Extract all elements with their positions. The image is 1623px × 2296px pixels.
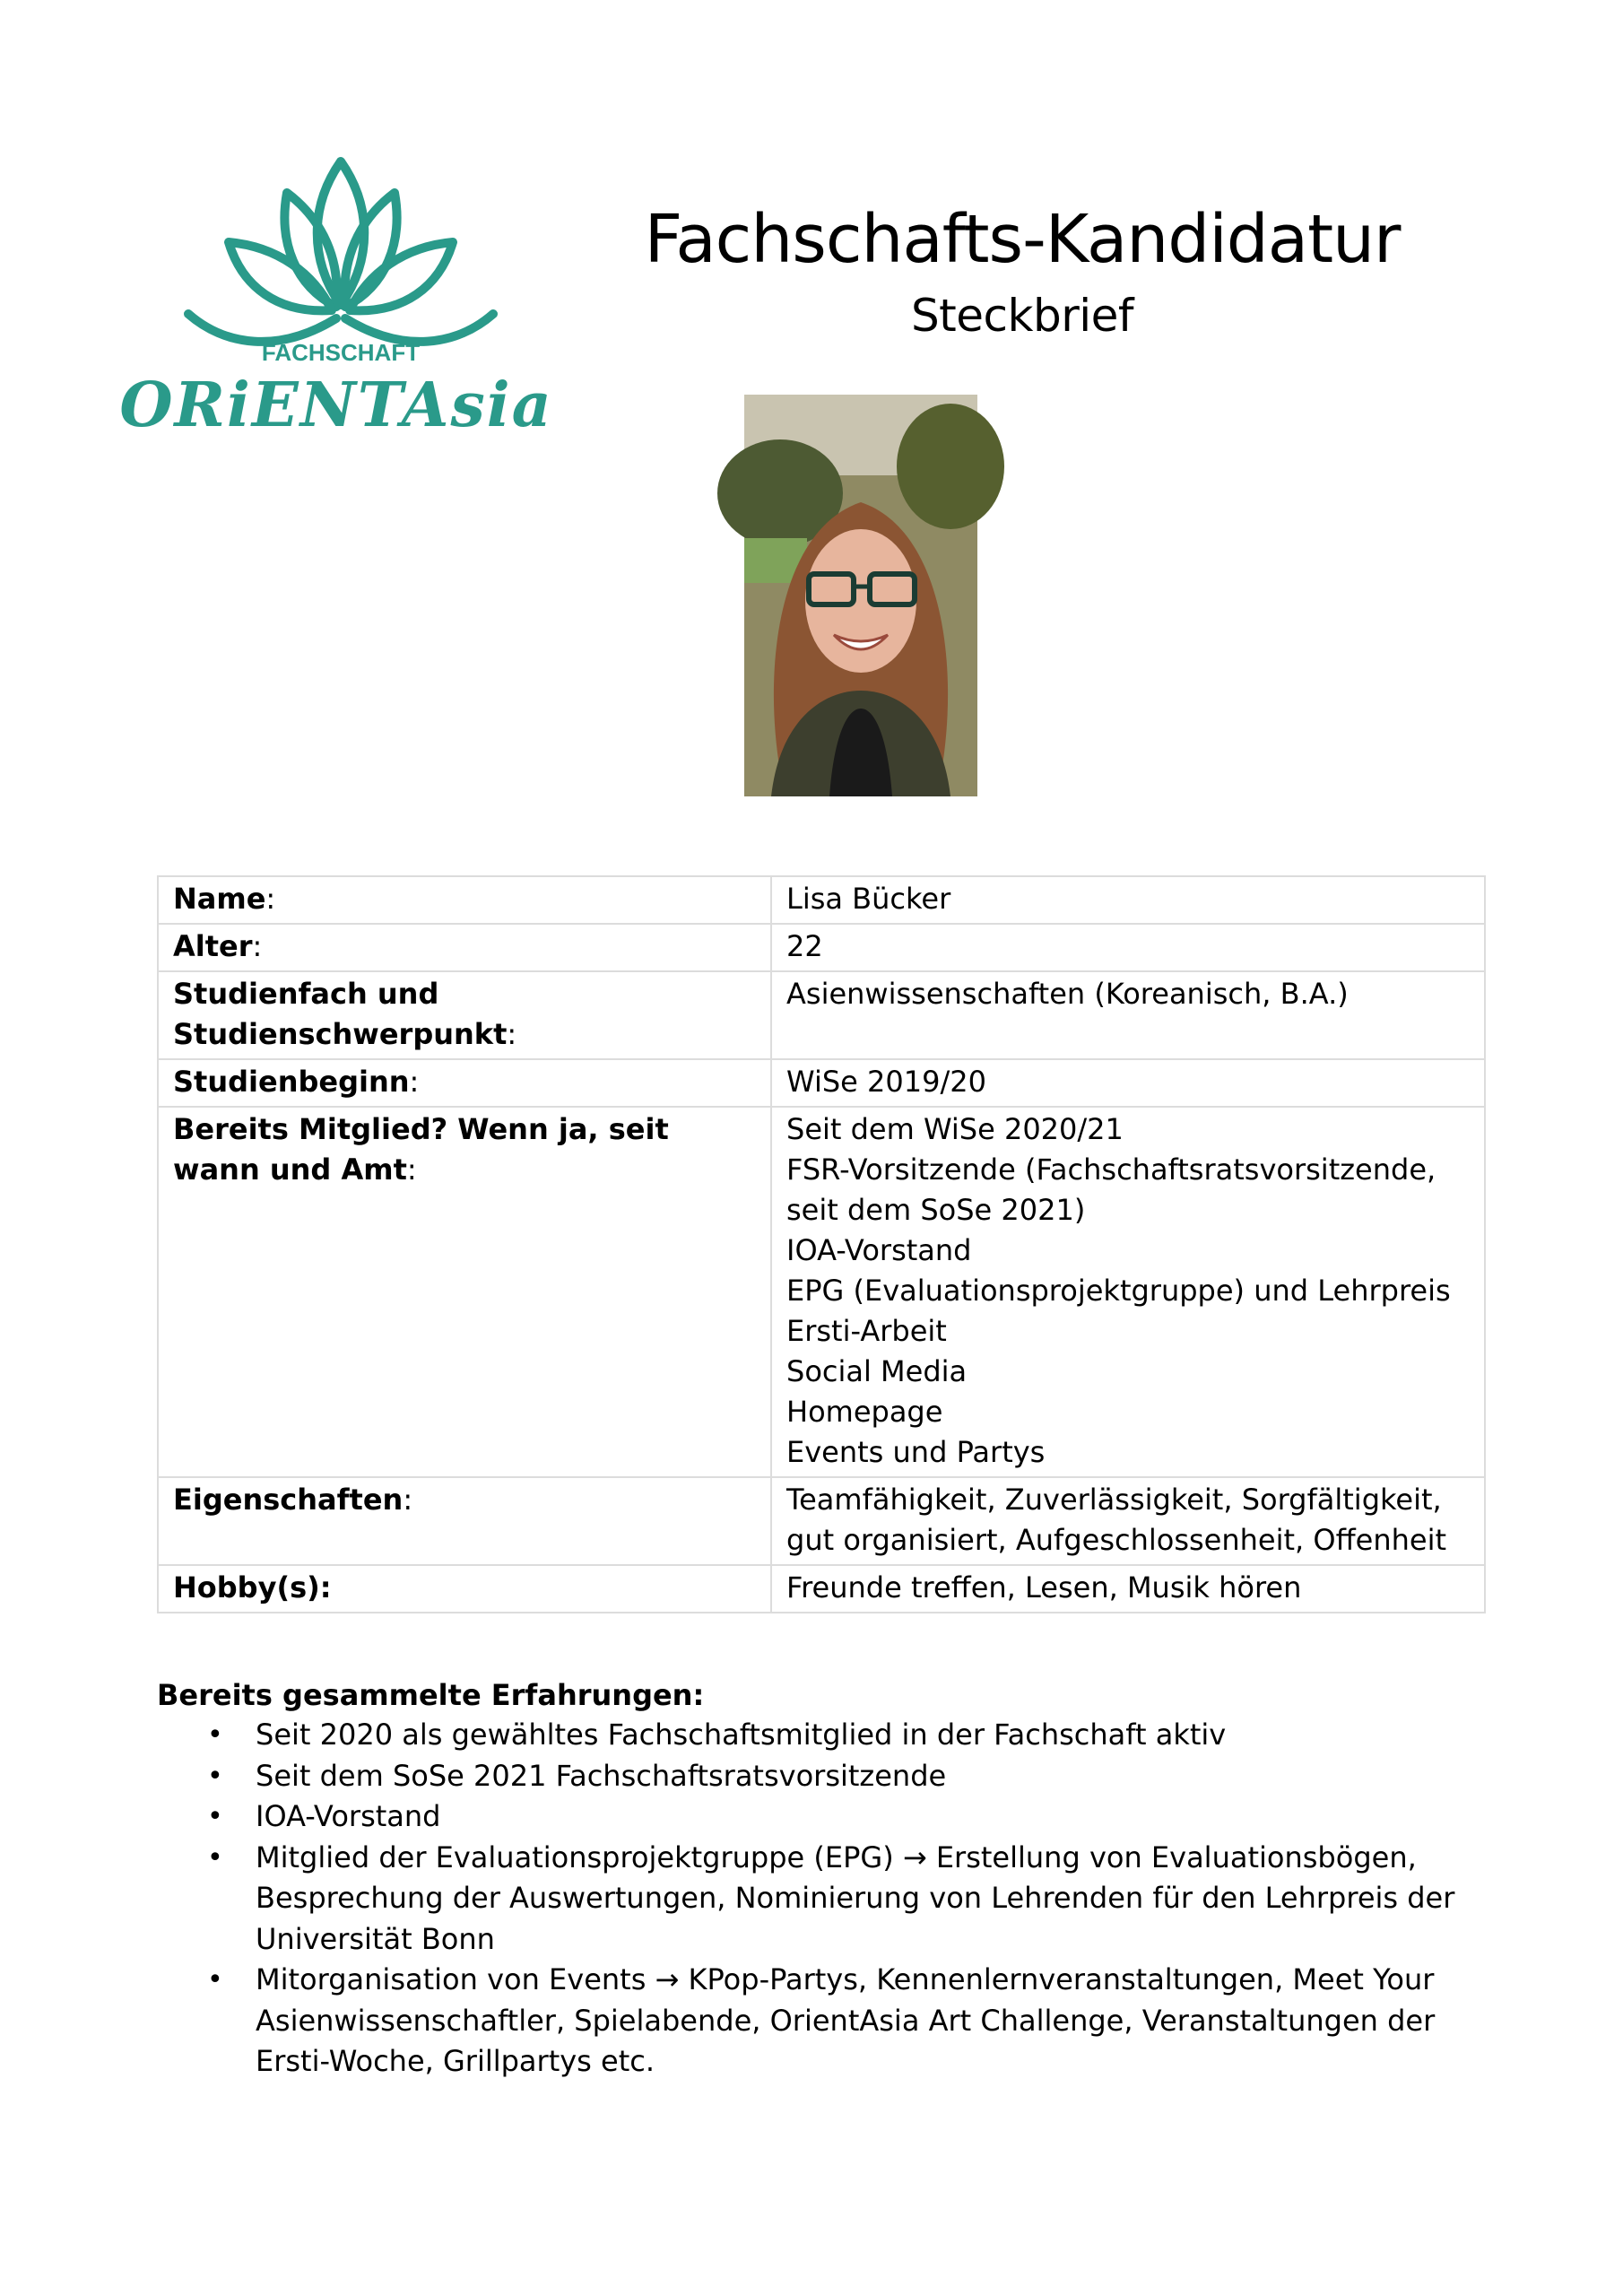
row-label: Hobby(s): xyxy=(173,1570,332,1605)
row-label: Eigenschaften xyxy=(173,1483,404,1517)
bullet-icon: • xyxy=(207,1841,223,1874)
table-key-cell xyxy=(158,924,771,971)
row-label-suffix: : xyxy=(403,1483,413,1517)
table-key-cell xyxy=(158,1565,771,1613)
list-item-text: Seit dem SoSe 2021 Fachschaftsratsvorsitzende xyxy=(256,1758,947,1793)
row-value: IOA-Vorstand xyxy=(786,1233,972,1267)
row-label-suffix: : xyxy=(409,1065,420,1099)
list-item xyxy=(157,1960,1457,2083)
list-item xyxy=(157,1756,1457,1797)
table-row xyxy=(158,971,1485,1059)
row-value: Seit dem WiSe 2020/21 xyxy=(786,1112,1124,1146)
row-value: Events und Partys xyxy=(786,1435,1046,1469)
list-item xyxy=(157,1715,1457,1756)
table-key-cell xyxy=(158,971,771,1059)
experience-list xyxy=(157,1715,1457,2083)
list-item-text: Seit 2020 als gewähltes Fachschaftsmitglied in der Fachschaft aktiv xyxy=(256,1718,1227,1752)
table-row xyxy=(158,924,1485,971)
row-value: Asienwissenschaften (Koreanisch, B.A.) xyxy=(786,977,1349,1011)
row-value: EPG (Evaluationsprojektgruppe) und Lehrpreis xyxy=(786,1274,1451,1308)
table-row xyxy=(158,876,1485,924)
table-key-cell xyxy=(158,1477,771,1565)
row-label: Alter xyxy=(173,929,253,963)
row-label: Studienbeginn xyxy=(173,1065,410,1099)
experience-heading: Bereits gesammelte Erfahrungen: xyxy=(157,1678,705,1712)
row-value: Ersti-Arbeit xyxy=(786,1314,947,1348)
profile-table xyxy=(157,875,1486,1613)
row-value: WiSe 2019/20 xyxy=(786,1065,986,1099)
row-value: Homepage xyxy=(786,1395,943,1429)
table-value-cell xyxy=(771,1059,1485,1107)
row-value: Lisa Bücker xyxy=(786,882,951,916)
table-row xyxy=(158,1107,1485,1477)
fachschaft-logo xyxy=(119,152,553,457)
row-value: Teamfähigkeit, Zuverlässigkeit, Sorgfältigkeit, gut organisiert, Aufgeschlossenheit, Offenheit xyxy=(786,1483,1446,1557)
table-value-cell xyxy=(771,876,1485,924)
list-item xyxy=(157,1838,1457,1961)
list-item-text: IOA-Vorstand xyxy=(256,1799,441,1833)
table-value-cell xyxy=(771,1477,1485,1565)
bullet-icon: • xyxy=(207,1760,223,1792)
bullet-icon: • xyxy=(207,1801,223,1832)
row-value: Freunde treffen, Lesen, Musik hören xyxy=(786,1570,1302,1605)
table-value-cell xyxy=(771,924,1485,971)
list-item-text: Mitglied der Evaluationsprojektgruppe (EPG) → Erstellung von Evaluationsbögen, Besprechung der Auswertungen, Nominierung von Lehrenden für den Lehrpreis der Universität Bonn xyxy=(256,1839,1455,1956)
lotus-icon xyxy=(119,152,553,457)
row-label-suffix: : xyxy=(406,1152,417,1187)
row-label: Name xyxy=(173,882,266,916)
table-value-cell xyxy=(771,1565,1485,1613)
row-label: Studienfach und Studienschwerpunkt xyxy=(173,977,508,1051)
page-title: Fachschafts-Kandidatur xyxy=(644,201,1401,278)
table-row xyxy=(158,1477,1485,1565)
row-label-suffix: : xyxy=(252,929,263,963)
table-value-cell xyxy=(771,971,1485,1059)
logo-label-main: ORiENTAsia xyxy=(119,370,553,441)
list-item xyxy=(157,1796,1457,1838)
candidate-photo xyxy=(744,395,977,796)
row-value: FSR-Vorsitzende (Fachschaftsratsvorsitzende, seit dem SoSe 2021) xyxy=(786,1152,1436,1227)
table-row xyxy=(158,1565,1485,1613)
table-key-cell xyxy=(158,1107,771,1477)
row-label-suffix: : xyxy=(265,882,276,916)
list-item-text: Mitorganisation von Events → KPop-Partys, Kennenlernveranstaltungen, Meet Your Asienwissenschaftler, Spielabende, OrientAsia Art Challenge, Veranstaltungen der Ersti-Woche, Grillpartys etc. xyxy=(256,1962,1436,2078)
page-subtitle: Steckbrief xyxy=(910,290,1134,342)
row-label-suffix: : xyxy=(507,1017,517,1051)
row-label: Bereits Mitglied? Wenn ja, seit wann und Amt xyxy=(173,1112,669,1187)
bullet-icon: • xyxy=(207,1964,223,1996)
table-row xyxy=(158,1059,1485,1107)
row-value: 22 xyxy=(786,929,823,963)
logo-label-top: FACHSCHAFT xyxy=(261,339,421,366)
table-value-cell xyxy=(771,1107,1485,1477)
row-value: Social Media xyxy=(786,1354,968,1388)
bullet-icon: • xyxy=(207,1719,223,1751)
table-key-cell xyxy=(158,876,771,924)
table-key-cell xyxy=(158,1059,771,1107)
